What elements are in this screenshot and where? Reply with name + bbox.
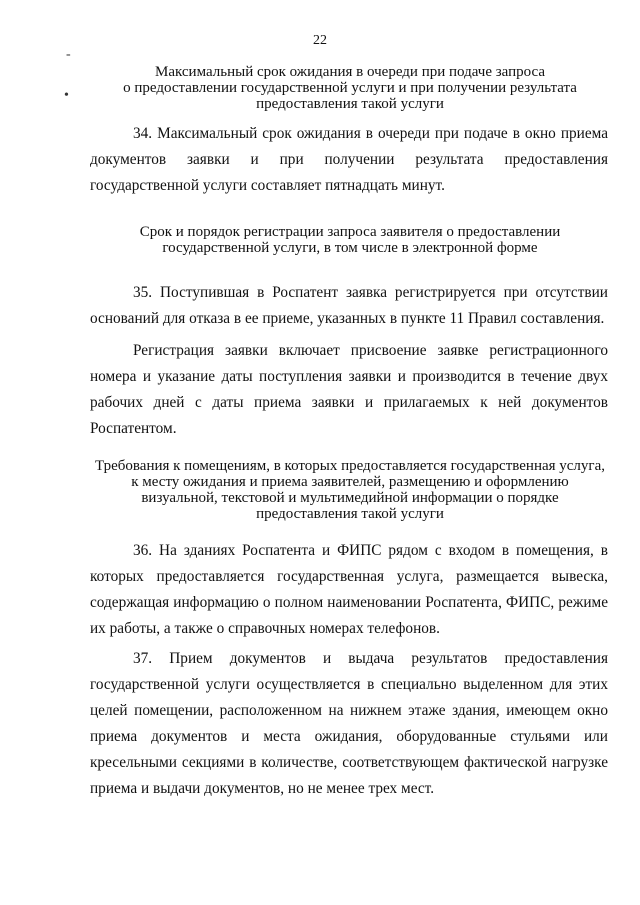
section-body-waiting-time [90, 121, 608, 199]
heading-line: о предоставлении государственной услуги и при получении результата [123, 80, 577, 96]
heading-line: Максимальный срок ожидания в очереди при подаче запроса [154, 64, 546, 80]
page-number: 22 [313, 33, 327, 48]
heading-line: визуальной, текстовой и мультимедийной информации о порядке [141, 490, 559, 506]
heading-line: предоставления такой услуги [256, 96, 444, 112]
section-heading-premises [70, 458, 630, 522]
heading-line: Требования к помещениям, в которых предоставляется государственная услуга, [95, 458, 605, 474]
section-heading-registration [60, 224, 640, 256]
heading-line: государственной услуги, в том числе в электронной форме [162, 240, 538, 256]
paragraph-36: 36. На зданиях Роспатента и ФИПС рядом с входом в помещения, в которых предоставляется государственная услуга, размещается вывеска, содержащая информацию о полном наименовании Роспатента, ФИПС, режиме их работы, а также о справочных номерах телефонов. [90, 542, 608, 637]
heading-line: Срок и порядок регистрации запроса заявителя о предоставлении [139, 224, 561, 240]
paragraph-35: 35. Поступившая в Роспатент заявка регистрируется при отсутствии оснований для отказа в ее приеме, указанных в пункте 11 Правил составления. [90, 284, 608, 327]
section-body-registration [90, 280, 608, 442]
margin-mark-dot: • [64, 88, 69, 103]
paragraph-34: 34. Максимальный срок ожидания в очереди при подаче в окно приема документов заявки и при получении результата предоставления государственной услуги составляет пятнадцать минут. [90, 125, 608, 194]
margin-mark-dash: - [66, 47, 71, 62]
heading-line: к месту ожидания и приема заявителей, размещению и оформлению [131, 474, 569, 490]
paragraph-registration: Регистрация заявки включает присвоение заявке регистрационного номера и указание даты поступления заявки и производится в течение двух рабочих дней с даты приема заявки и прилагаемых к ней документов Роспатентом. [90, 342, 608, 437]
heading-line: предоставления такой услуги [256, 506, 444, 522]
paragraph-37: 37. Прием документов и выдача результатов предоставления государственной услуги осуществляется в специально выделенном для этих целей помещении, расположенном на нижнем этаже здания, имеющем окно приема документов и места ожидания, оборудованные стульями или кресельными секциями в количестве, соответствующем фактической нагрузке приема и выдачи документов, но не менее трех мест. [90, 650, 608, 797]
section-heading-waiting-time [60, 64, 640, 112]
section-body-premises [90, 538, 608, 802]
